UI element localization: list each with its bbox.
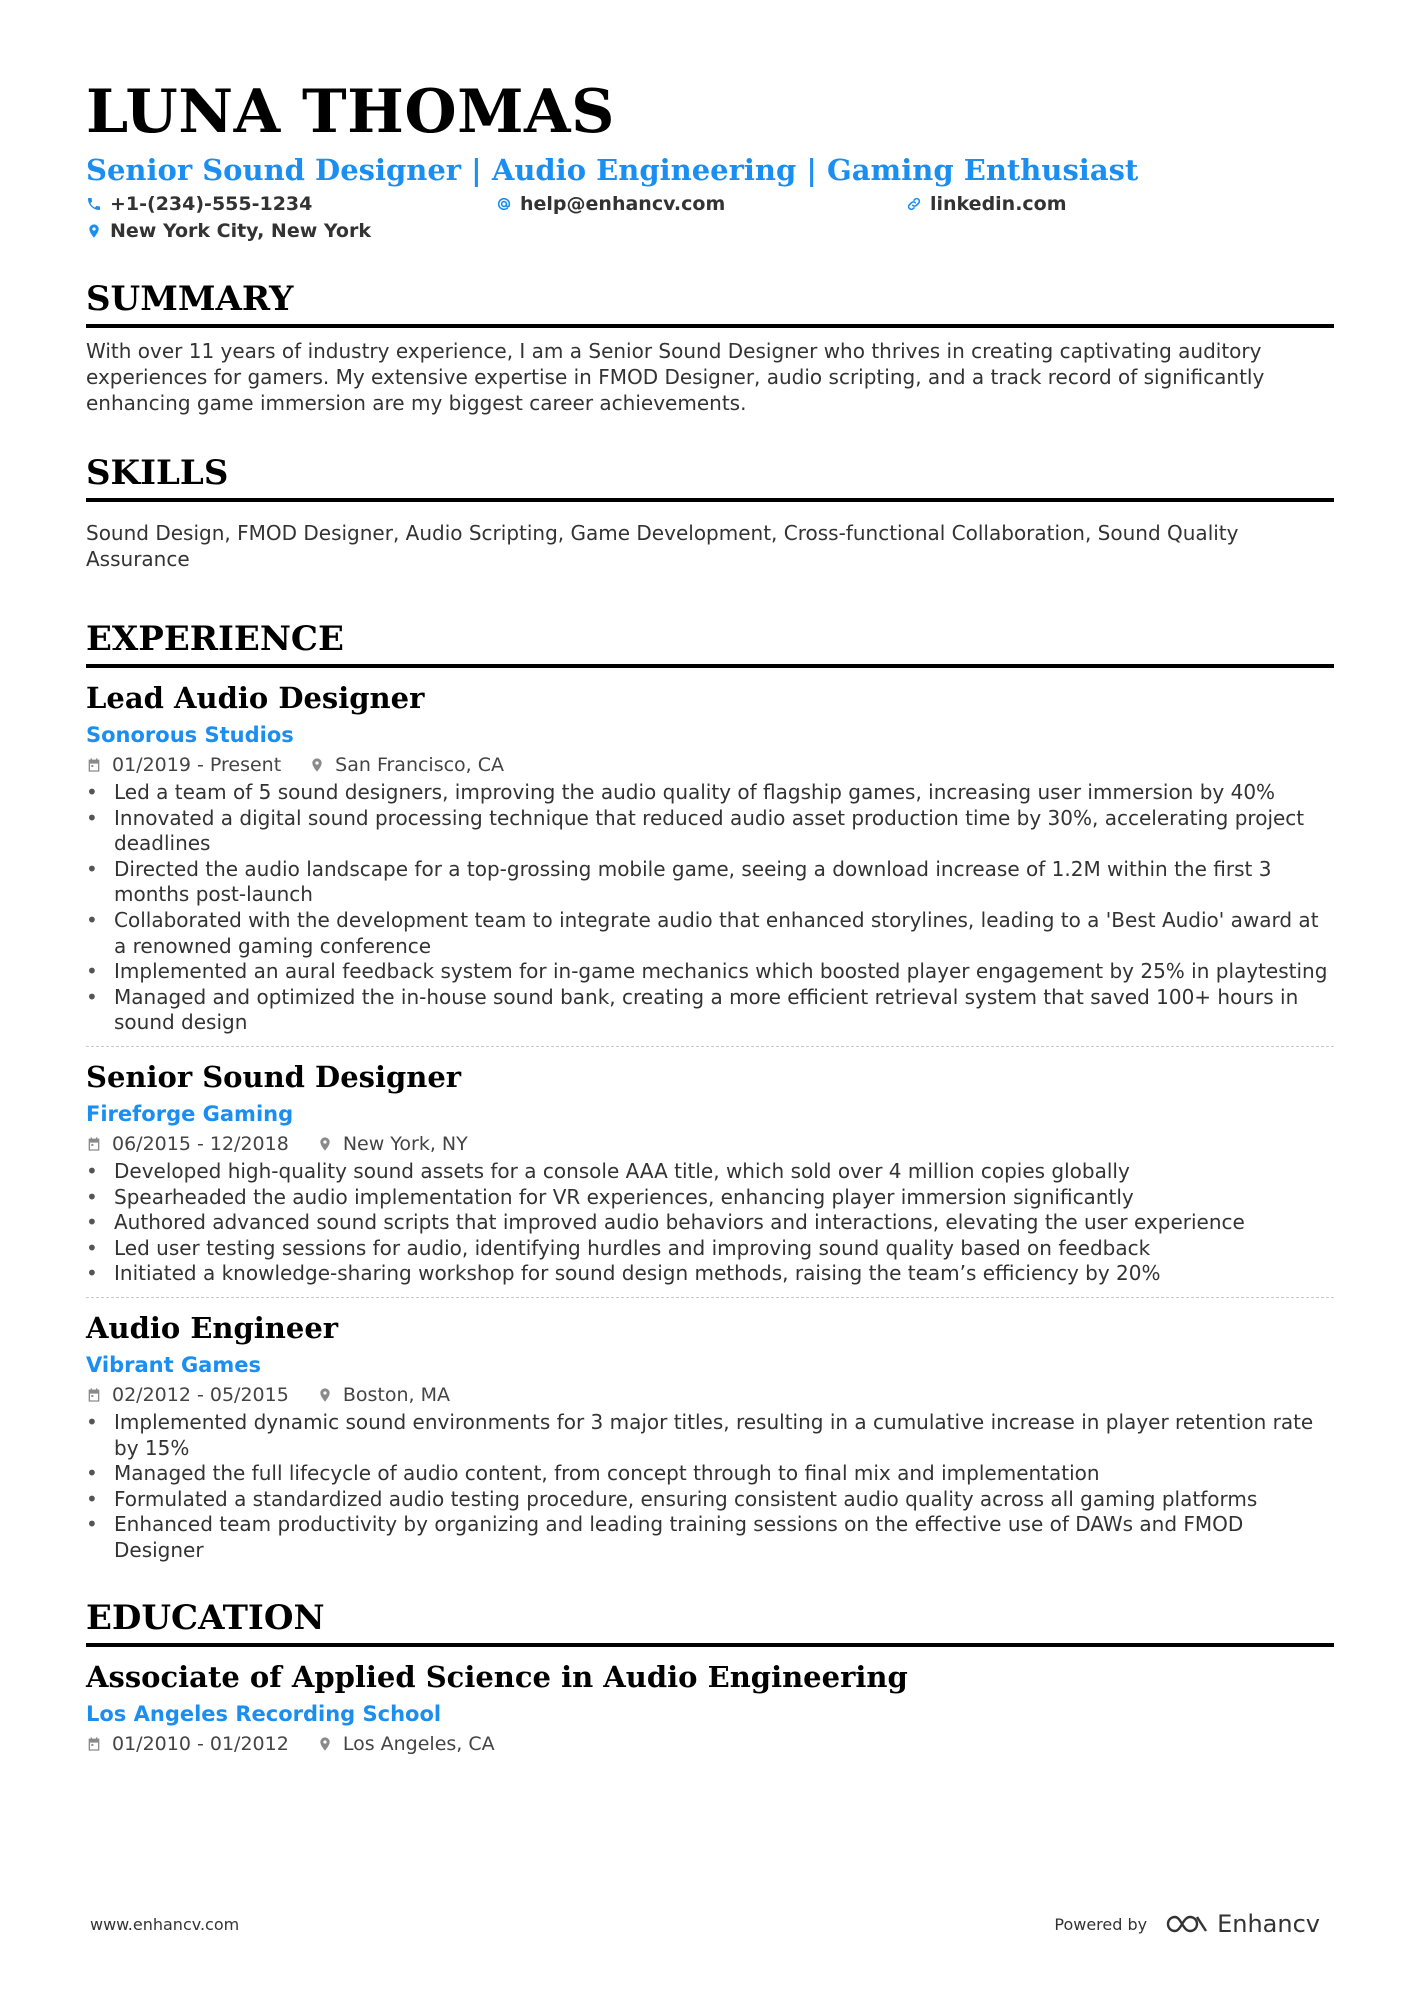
experience-entry (86, 668, 1334, 1036)
job-meta (86, 1380, 1334, 1410)
contact-row-1 (86, 190, 1334, 217)
bullet-item: • Innovated a digital sound processing technique that reduced audio asset production time by 30%, accelerating project deadlines (86, 806, 1334, 857)
job-location-text: San Francisco, CA (335, 754, 505, 776)
job-dates-text: 01/2019 - Present (112, 754, 282, 776)
candidate-name: LUNA THOMAS (86, 77, 615, 147)
experience-entry (86, 1046, 1334, 1287)
job-title: Lead Audio Designer (86, 681, 425, 715)
job-dates (86, 750, 281, 780)
education-entry (86, 1647, 1334, 1759)
at-icon (496, 196, 512, 212)
bullet-item: • Managed and optimized the in-house sound bank, creating a more efficient retrieval system that saved 100+ hours in sound design (86, 985, 1334, 1036)
calendar-icon (86, 1736, 102, 1752)
company-name: Fireforge Gaming (86, 1101, 294, 1126)
contact-linkedin (906, 193, 1067, 215)
company-name: Sonorous Studios (86, 723, 294, 747)
candidate-headline: Senior Sound Designer | Audio Engineering | Gaming Enthusiast (86, 153, 1139, 187)
bullet-item: • Developed high-quality sound assets for a console AAA title, which sold over 4 million copies globally (86, 1159, 1334, 1185)
job-dates (86, 1380, 289, 1410)
skills-text: Sound Design, FMOD Designer, Audio Scripting, Game Development, Cross-functional Collaboration, Sound Quality Assurance (86, 521, 1239, 571)
contact-row-2 (86, 217, 1334, 244)
degree-title: Associate of Applied Science in Audio Engineering (86, 1660, 908, 1695)
job-meta (86, 750, 1334, 780)
bullet-item: • Initiated a knowledge-sharing workshop for sound design methods, raising the team’s efficiency by 20% (86, 1261, 1334, 1287)
experience-section (86, 618, 1334, 1563)
bullet-item: • Directed the audio landscape for a top-grossing mobile game, seeing a download increase of 1.2M within the first 3 months post-launch (86, 857, 1334, 908)
job-title: Audio Engineer (86, 1310, 339, 1345)
summary-text: With over 11 years of industry experience, I am a Senior Sound Designer who thrives in creating captivating auditory experiences for gamers. My extensive expertise in FMOD Designer, audio scripting, and a track record of significantly enhancing game immersion are my biggest career achievements. (86, 339, 1265, 415)
contact-email (496, 193, 906, 215)
calendar-icon (86, 757, 102, 773)
education-meta (86, 1729, 1334, 1759)
footer-website[interactable]: www.enhancv.com (90, 1914, 240, 1934)
resume-content (86, 76, 1334, 1759)
job-location (309, 750, 504, 780)
location-pin-icon (317, 1736, 333, 1752)
bullet-item: • Managed the full lifecycle of audio content, from concept through to final mix and implementation (86, 1461, 1334, 1487)
brand-logo[interactable] (1165, 1910, 1320, 1938)
bullet-item: • Authored advanced sound scripts that improved audio behaviors and interactions, elevating the user experience (86, 1210, 1334, 1236)
bullet-item: • Led a team of 5 sound designers, improving the audio quality of flagship games, increasing user immersion by 40% (86, 780, 1334, 806)
enhancv-logo-icon (1165, 1912, 1209, 1936)
summary-title: SUMMARY (86, 278, 1334, 328)
contact-phone (86, 193, 496, 215)
phone-icon (86, 196, 102, 212)
linkedin-link[interactable]: linkedin.com (930, 192, 1067, 215)
education-section (86, 1597, 1334, 1759)
skills-section (86, 452, 1334, 572)
job-location (317, 1129, 468, 1159)
location-pin-icon (317, 1387, 333, 1403)
company-name: Vibrant Games (86, 1352, 261, 1377)
location-pin-icon (86, 223, 102, 239)
link-icon (906, 196, 922, 212)
summary-section (86, 278, 1334, 416)
education-dates-text: 01/2010 - 01/2012 (112, 1733, 289, 1756)
experience-title: EXPERIENCE (86, 618, 1334, 668)
education-location-text: Los Angeles, CA (342, 1733, 495, 1756)
bullet-item: • Collaborated with the development team to integrate audio that enhanced storylines, leading to a 'Best Audio' award at a renowned gaming conference (86, 908, 1334, 959)
bullet-item: • Implemented dynamic sound environments for 3 major titles, resulting in a cumulative increase in player retention rate by 15% (86, 1410, 1334, 1461)
experience-entry (86, 1297, 1334, 1564)
brand-name: Enhancv (1217, 1910, 1320, 1938)
education-dates (86, 1729, 289, 1759)
job-location-text: New York, NY (342, 1132, 468, 1155)
job-bullets (86, 780, 1334, 1036)
education-location (317, 1729, 495, 1759)
job-location-text: Boston, MA (342, 1383, 450, 1406)
job-dates-text: 06/2015 - 12/2018 (112, 1132, 289, 1155)
location-pin-icon (317, 1136, 333, 1152)
page-footer (90, 1910, 1320, 1938)
bullet-item: • Enhanced team productivity by organizing and leading training sessions on the effective use of DAWs and FMOD Designer (86, 1512, 1334, 1563)
job-dates (86, 1129, 289, 1159)
location-text: New York City, New York (110, 219, 371, 242)
bullet-item: • Implemented an aural feedback system for in-game mechanics which boosted player engagement by 25% in playtesting (86, 959, 1334, 985)
job-meta (86, 1129, 1334, 1159)
education-title: EDUCATION (86, 1597, 1334, 1647)
job-dates-text: 02/2012 - 05/2015 (112, 1383, 289, 1406)
bullet-item: • Led user testing sessions for audio, identifying hurdles and improving sound quality based on feedback (86, 1236, 1334, 1262)
job-title: Senior Sound Designer (86, 1059, 462, 1094)
calendar-icon (86, 1136, 102, 1152)
bullet-item: • Formulated a standardized audio testing procedure, ensuring consistent audio quality across all gaming platforms (86, 1487, 1334, 1513)
phone-text[interactable]: +1-(234)-555-1234 (110, 192, 313, 215)
powered-by (1054, 1910, 1320, 1938)
contact-location (86, 220, 371, 242)
bullet-item: • Spearheaded the audio implementation for VR experiences, enhancing player immersion significantly (86, 1185, 1334, 1211)
school-name: Los Angeles Recording School (86, 1702, 442, 1727)
job-bullets (86, 1159, 1334, 1287)
skills-title: SKILLS (86, 452, 1334, 502)
email-link[interactable]: help@enhancv.com (520, 192, 726, 215)
calendar-icon (86, 1387, 102, 1403)
powered-by-label: Powered by (1054, 1914, 1148, 1934)
job-location (317, 1380, 450, 1410)
location-pin-icon (309, 757, 325, 773)
resume-header (86, 76, 1334, 244)
job-bullets (86, 1410, 1334, 1564)
